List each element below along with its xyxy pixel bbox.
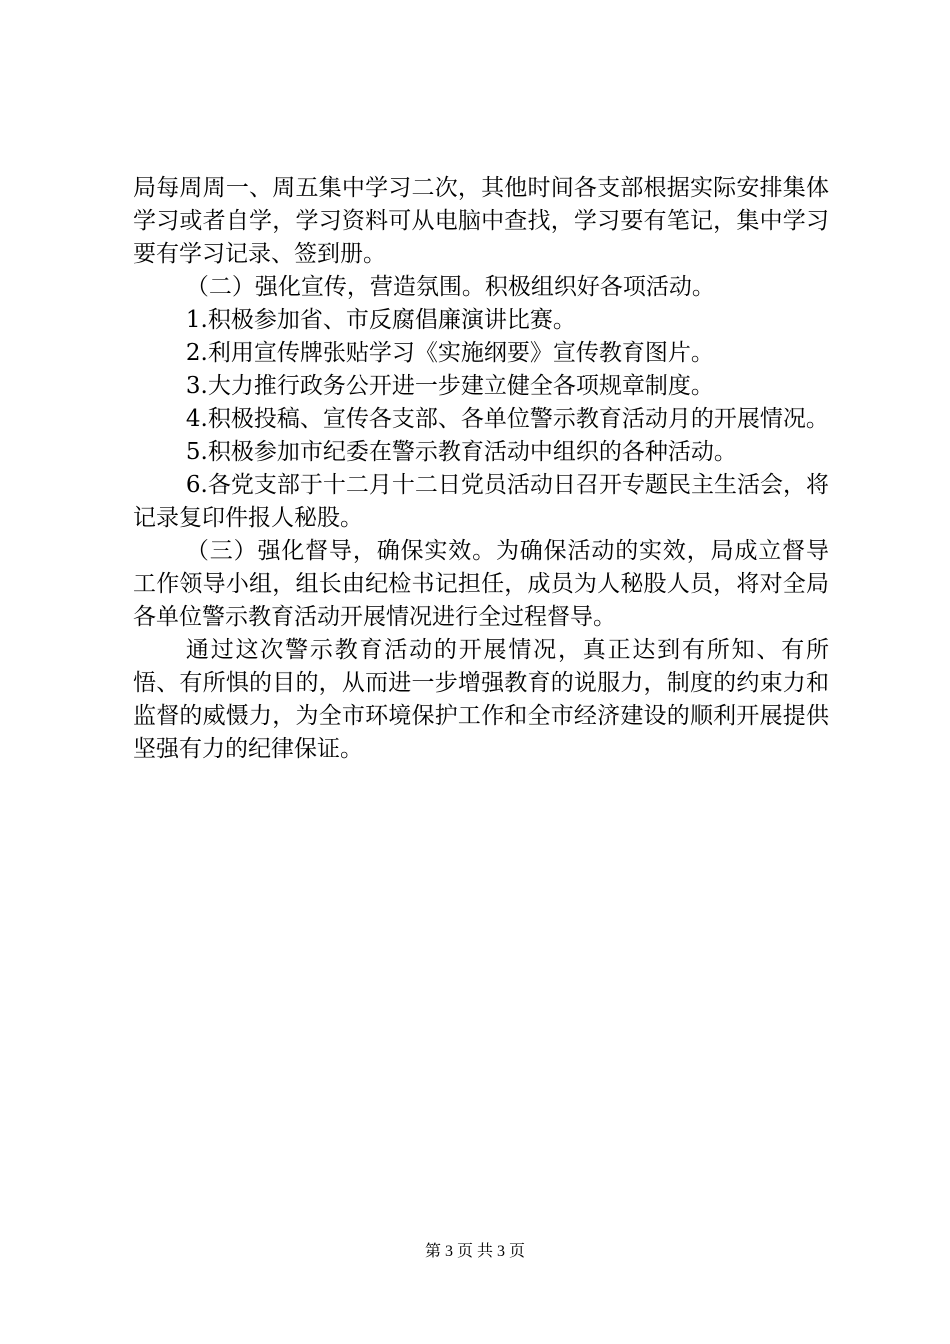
- paragraph-item-5: 5.积极参加市纪委在警示教育活动中组织的各种活动。: [185, 439, 737, 465]
- paragraph-item-1: 1.积极参加省、市反腐倡廉演讲比赛。: [185, 307, 576, 333]
- page-number-footer: 第 3 页 共 3 页: [424, 1243, 525, 1260]
- paragraph-item-4: 4.积极投稿、宣传各支部、各单位警示教育活动月的开展情况。: [185, 406, 829, 432]
- paragraph-section-3: （三）强化督导，确保实效。为确保活动的实效，局成立督导工作领导小组，组长由纪检书记担任，成员为人秘股人员，将对全局各单位警示教育活动开展情况进行全过程督导。: [133, 538, 829, 630]
- paragraph-conclusion: 通过这次警示教育活动的开展情况，真正达到有所知、有所悟、有所惧的目的，从而进一步增强教育的说服力，制度的约束力和监督的威慑力，为全市环境保护工作和全市经济建设的顺利开展提供坚强有力的纪律保证。: [133, 637, 829, 762]
- paragraph-item-6: 6.各党支部于十二月十二日党员活动日召开专题民主生活会，将记录复印件报人秘股。: [133, 472, 829, 531]
- paragraph-item-3: 3.大力推行政务公开进一步建立健全各项规章制度。: [185, 373, 714, 399]
- document-body: [133, 172, 829, 766]
- paragraph-study-schedule: 局每周周一、周五集中学习二次，其他时间各支部根据实际安排集体学习或者自学，学习资料可从电脑中查找，学习要有笔记，集中学习要有学习记录、签到册。: [133, 175, 829, 267]
- paragraph-section-2-heading: （二）强化宣传，营造氛围。积极组织好各项活动。: [185, 274, 715, 300]
- paragraph-item-2: 2.利用宣传牌张贴学习《实施纲要》宣传教育图片。: [185, 340, 714, 366]
